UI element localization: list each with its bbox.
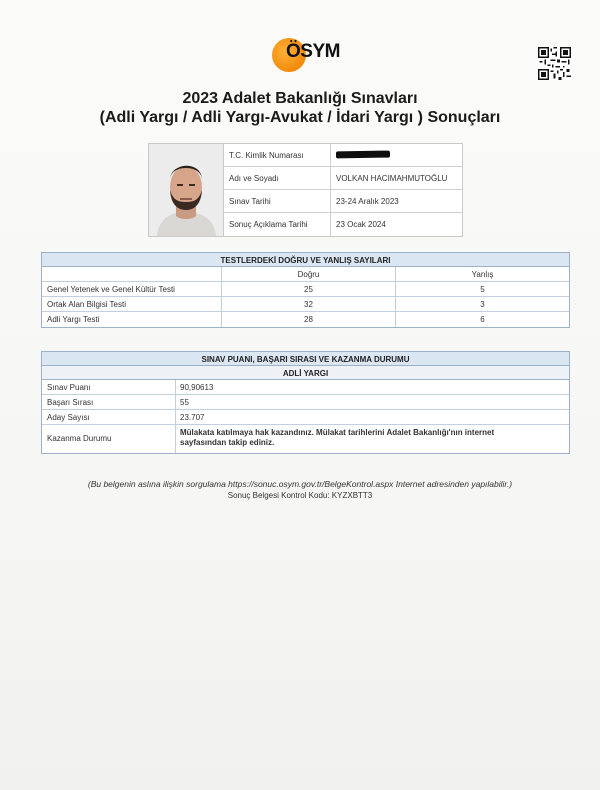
test-correct: 25 — [222, 282, 396, 296]
table-row — [42, 395, 569, 410]
id-number-label: T.C. Kimlik Numarası — [224, 144, 331, 166]
test-correct: 28 — [222, 312, 396, 327]
table-row — [42, 410, 569, 425]
header-spacer — [42, 267, 222, 281]
col-correct-header: Doğru — [222, 267, 396, 281]
table-row — [42, 312, 569, 327]
verification-note: (Bu belgenin aslına ilişkin sorgulama https://sonuc.osym.gov.tr/BelgeKontrol.aspx Internet adresinden yapılabilir.) — [87, 479, 513, 489]
table-row — [42, 425, 569, 453]
score-table — [41, 351, 570, 454]
control-code: Sonuç Belgesi Kontrol Kodu: KYZXBTT3 — [227, 491, 373, 500]
tests-table-title: TESTLERDEKİ DOĞRU VE YANLIŞ SAYILARI — [42, 253, 569, 267]
page-subtitle: (Adli Yargı / Adli Yargı-Avukat / İdari Yargı ) Sonuçları — [99, 109, 501, 126]
rank-value: 55 — [180, 398, 189, 407]
test-name: Adli Yargı Testi — [42, 312, 222, 327]
table-row — [42, 380, 569, 395]
tests-table — [41, 252, 570, 328]
col-wrong-header: Yanlış — [471, 270, 494, 279]
test-wrong: 6 — [480, 315, 485, 324]
name-value: VOLKAN HACIMAHMUTOĞLU — [336, 174, 448, 183]
applicant-photo — [149, 144, 224, 236]
identity-row — [224, 167, 462, 190]
page-title: 2023 Adalet Bakanlığı Sınavları — [182, 90, 418, 107]
result-date-label: Sonuç Açıklama Tarihi — [224, 213, 331, 236]
test-name: Ortak Alan Bilgisi Testi — [42, 297, 222, 311]
identity-table — [224, 144, 462, 236]
score-table-title: SINAV PUANI, BAŞARI SIRASI VE KAZANMA DURUMU — [42, 352, 569, 366]
logo-text: ÖSYM — [286, 41, 340, 62]
score-value: 90,90613 — [180, 383, 214, 392]
table-row — [42, 282, 569, 297]
score-label: Sınav Puanı — [42, 380, 176, 394]
exam-date-label: Sınav Tarihi — [224, 190, 331, 212]
test-wrong: 3 — [480, 300, 485, 309]
id-number-value — [331, 144, 462, 166]
test-wrong: 5 — [480, 285, 485, 294]
rank-label: Başarı Sırası — [42, 395, 176, 409]
table-row — [42, 297, 569, 312]
test-name: Genel Yetenek ve Genel Kültür Testi — [42, 282, 222, 296]
qr-code-icon — [538, 47, 571, 80]
test-correct: 32 — [222, 297, 396, 311]
identity-block — [148, 143, 463, 237]
score-table-subtitle: ADLİ YARGI — [42, 366, 569, 380]
name-label: Adı ve Soyadı — [224, 167, 331, 189]
status-value: Mülakata katılmaya hak kazandınız. Mülakat tarihlerini Adalet Bakanlığı'nın internet sayfasından takip ediniz. — [180, 428, 495, 447]
result-date-value: 23 Ocak 2024 — [336, 220, 386, 229]
exam-date-value: 23-24 Aralık 2023 — [336, 197, 399, 206]
candidate-count-label: Aday Sayısı — [42, 410, 176, 424]
status-label: Kazanma Durumu — [42, 425, 176, 453]
identity-row — [224, 144, 462, 167]
identity-row — [224, 213, 462, 236]
tests-table-header-row — [42, 267, 569, 282]
identity-row — [224, 190, 462, 213]
osym-logo-icon — [272, 38, 342, 74]
redaction-mark — [336, 151, 390, 159]
candidate-count-value: 23.707 — [180, 413, 205, 422]
